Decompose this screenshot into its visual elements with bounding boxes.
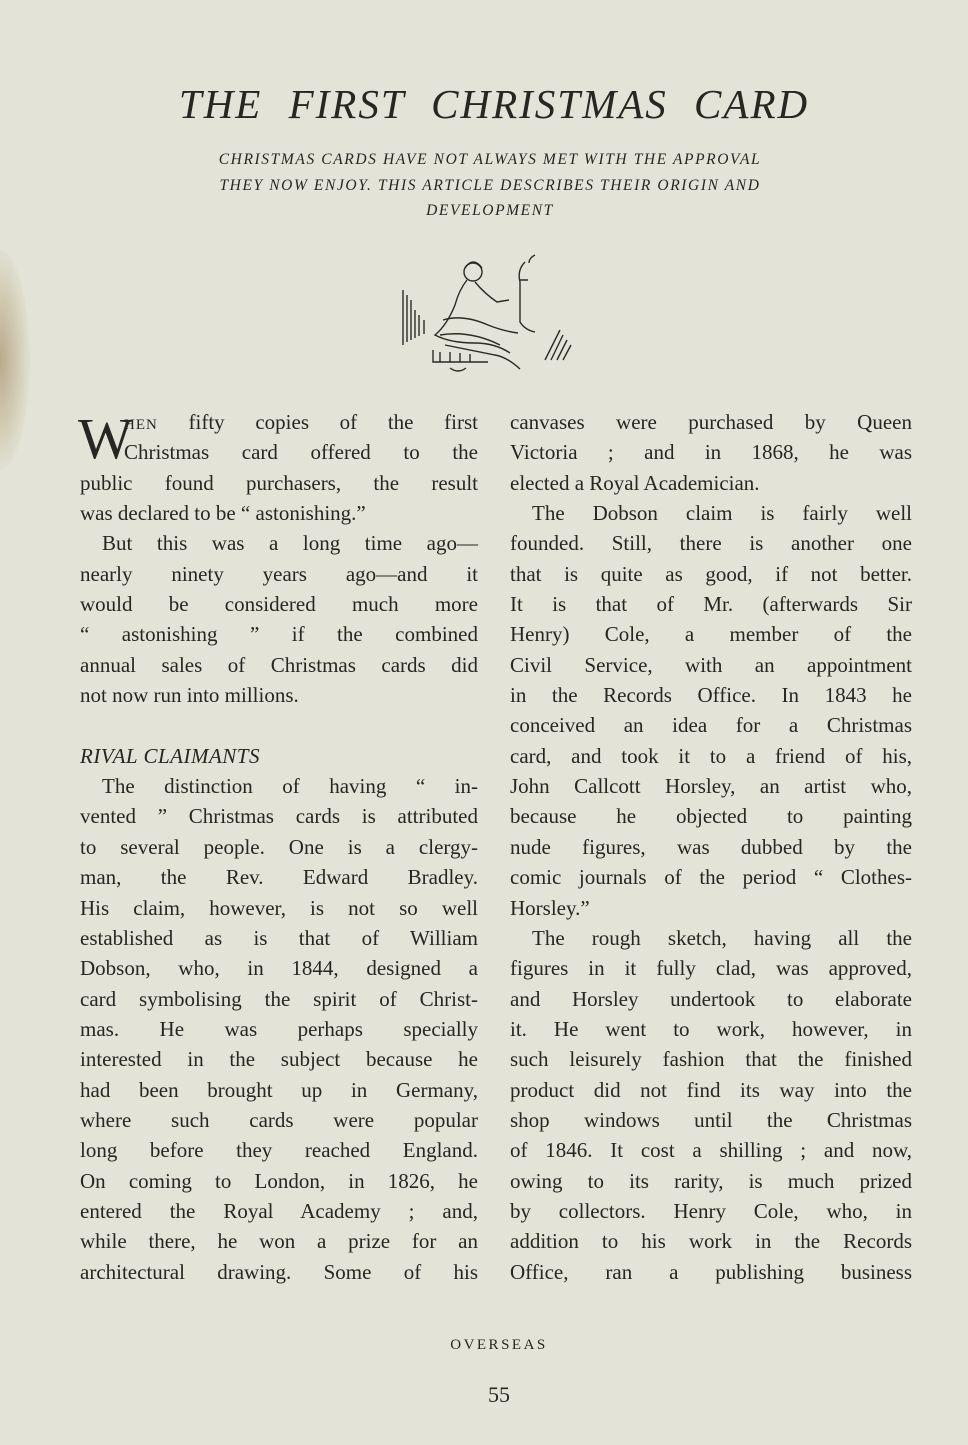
text-line: It is that of Mr. (afterwards Sir [510, 592, 912, 617]
text-line: “ astonishing ” if the combined [80, 622, 478, 647]
text-line: public found purchasers, the result [80, 470, 478, 495]
text-line: addition to his work in the Records [510, 1229, 912, 1254]
text-line: The distinction of having “ in- [102, 774, 478, 799]
text-line: and Horsley undertook to elaborate [510, 986, 912, 1011]
text-line: card symbolising the spirit of Christ- [80, 986, 478, 1011]
text-line: would be considered much more [80, 592, 478, 617]
article-subtitle [140, 147, 840, 224]
illustration-woman-writing [395, 250, 585, 385]
text-line: canvases were purchased by Queen [510, 410, 912, 434]
text-line: in the Records Office. In 1843 he [510, 683, 912, 708]
subtitle-line: DEVELOPMENT [426, 202, 554, 219]
text-line: such leisurely fashion that the finished [510, 1047, 912, 1072]
text-line: was declared to be “ astonishing.” [80, 501, 366, 526]
text-line: nearly ninety years ago—and it [80, 561, 478, 586]
running-footer: OVERSEAS [450, 1337, 548, 1353]
text-line: mas. He was perhaps specially [80, 1016, 478, 1041]
drop-cap: W [78, 406, 133, 471]
text-line: architectural drawing. Some of his [80, 1259, 478, 1284]
paper-stain [0, 250, 30, 470]
text-line: because he objected to painting [510, 804, 912, 829]
text-line: founded. Still, there is another one [510, 531, 912, 556]
line-text: fifty copies of the first [157, 410, 478, 434]
text-line: product did not find its way into the [510, 1077, 912, 1102]
page-number: 55 [488, 1382, 510, 1407]
blank-line [80, 710, 478, 740]
text-line: had been brought up in Germany, [80, 1077, 478, 1102]
text-line: Office, ran a publishing business [510, 1259, 912, 1284]
text-line: The rough sketch, having all the [532, 925, 912, 950]
text-line: to several people. One is a clergy- [80, 834, 478, 859]
text-line: figures in it fully clad, was approved, [510, 956, 912, 981]
text-line: On coming to London, in 1826, he [80, 1168, 478, 1193]
text-line: Horsley.” [510, 895, 590, 920]
section-heading: RIVAL CLAIMANTS [80, 743, 260, 768]
text-line: where such cards were popular [80, 1107, 478, 1132]
text-line: interested in the subject because he [80, 1047, 478, 1072]
text-line: long before they reached England. [80, 1138, 478, 1163]
text-line: The Dobson claim is fairly well [532, 501, 912, 526]
text-line: owing to its rarity, is much prized [510, 1168, 912, 1193]
text-line: Civil Service, with an appointment [510, 652, 912, 677]
right-column [510, 407, 912, 1287]
small-caps-word: HEN [124, 417, 158, 433]
left-column [80, 407, 478, 1287]
text-line: vented ” Christmas cards is attributed [80, 804, 478, 829]
subtitle-line: CHRISTMAS CARDS HAVE NOT ALWAYS MET WITH THE APPROVAL [218, 151, 762, 168]
text-line: Christmas card offered to the [124, 440, 478, 465]
text-line: of 1846. It cost a shilling ; and now, [510, 1138, 912, 1163]
text-line: man, the Rev. Edward Bradley. [80, 865, 478, 890]
text-line: Victoria ; and in 1868, he was [510, 440, 912, 465]
text-line: established as is that of William [80, 925, 478, 950]
text-line: that is quite as good, if not better. [510, 561, 912, 586]
text-line: conceived an idea for a Christmas [510, 713, 912, 738]
text-line: nude figures, was dubbed by the [510, 834, 912, 859]
text-line: entered the Royal Academy ; and, [80, 1198, 478, 1223]
text-line: But this was a long time ago— [102, 531, 478, 556]
text-line [80, 407, 478, 437]
subtitle-line: THEY NOW ENJOY. THIS ARTICLE DESCRIBES THEIR ORIGIN AND [219, 176, 761, 194]
text-line: shop windows until the Christmas [510, 1107, 912, 1132]
text-line: card, and took it to a friend of his, [510, 743, 912, 768]
text-line: by collectors. Henry Cole, who, in [510, 1198, 912, 1223]
text-line: elected a Royal Academician. [510, 470, 760, 495]
article-title: THE FIRST CHRISTMAS CARD [178, 81, 810, 127]
text-line: while there, he won a prize for an [80, 1229, 478, 1254]
text-line: it. He went to work, however, in [510, 1016, 912, 1041]
text-line: Dobson, who, in 1844, designed a [80, 956, 478, 981]
text-line: John Callcott Horsley, an artist who, [510, 774, 912, 799]
text-line: not now run into millions. [80, 683, 299, 708]
text-line: His claim, however, is not so well [80, 895, 478, 920]
text-line: comic journals of the period “ Clothes- [510, 865, 912, 890]
text-line: Henry) Cole, a member of the [510, 622, 912, 647]
text-line: annual sales of Christmas cards did [80, 652, 478, 677]
